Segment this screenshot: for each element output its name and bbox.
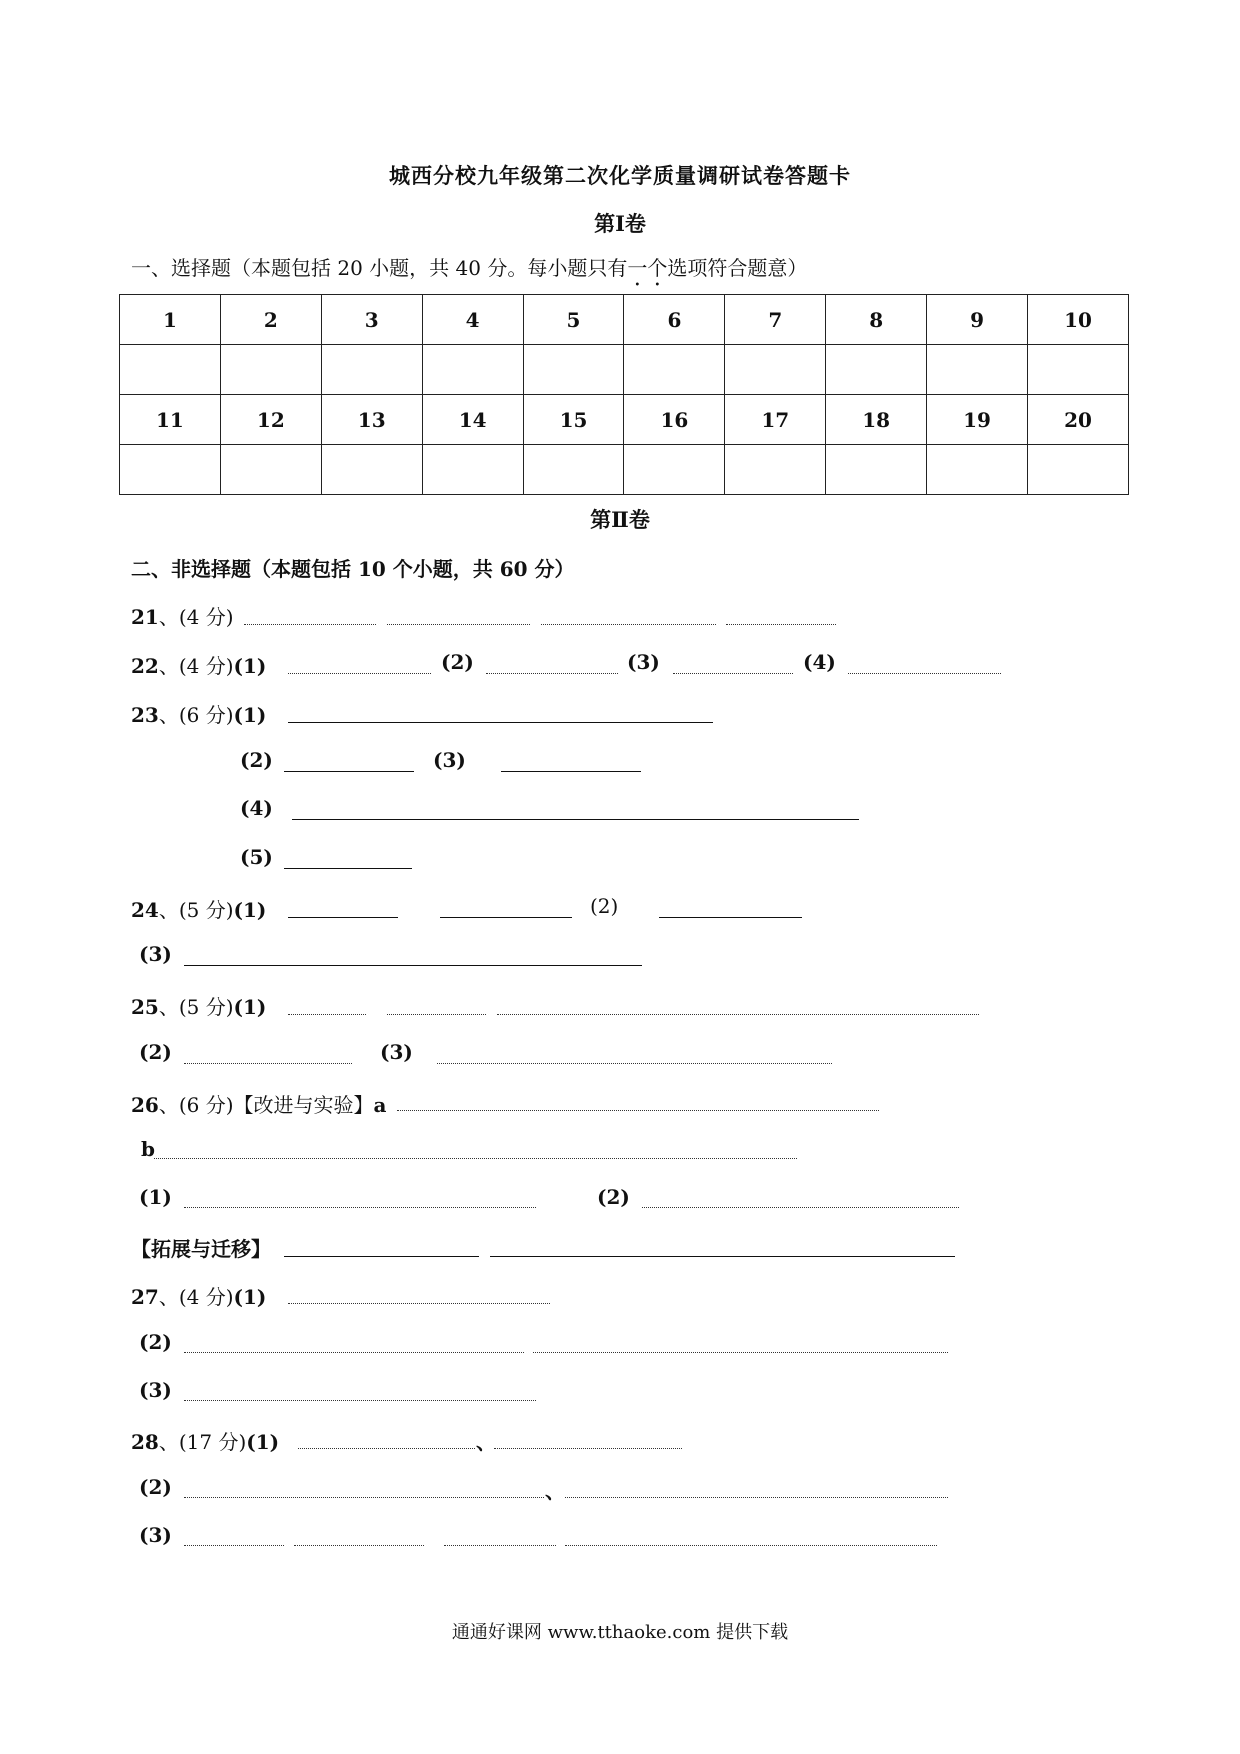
page-title: 城西分校九年级第二次化学质量调研试卷答题卡 [389, 163, 851, 188]
answer-blank[interactable] [642, 1207, 959, 1208]
question-number: 9 [927, 295, 1028, 345]
answer-blank[interactable] [486, 673, 618, 674]
q22-label: 22、(4 分)(1) [131, 654, 267, 678]
answer-cell[interactable] [624, 345, 725, 395]
q28-label: 28、(17 分)(1) [131, 1430, 280, 1454]
grid-number-row [120, 295, 1129, 345]
part-label: (4) [240, 796, 273, 820]
separator-text: 、 [476, 1430, 496, 1454]
answer-cell[interactable] [826, 345, 927, 395]
part1-heading: 第Ⅰ卷 [594, 211, 646, 236]
part-label: (2) [441, 650, 474, 674]
part-label: (2) [139, 1330, 172, 1354]
answer-blank[interactable] [184, 1352, 524, 1353]
answer-blank[interactable] [184, 1497, 544, 1498]
part-label: (4) [803, 650, 836, 674]
answer-blank[interactable] [565, 1497, 948, 1498]
answer-blank[interactable] [497, 1014, 979, 1015]
footer-source: 通通好课网 www.tthaoke.com 提供下载 [451, 1622, 789, 1643]
answer-cell[interactable] [725, 445, 826, 495]
question-number: 17 [725, 395, 826, 445]
question-number: 13 [321, 395, 422, 445]
question-number: 8 [826, 295, 927, 345]
q27-label: 27、(4 分)(1) [131, 1285, 267, 1309]
q26-label: 26、(6 分)【改进与实验】a [131, 1093, 387, 1117]
part-label: (2) [139, 1475, 172, 1499]
answer-cell[interactable] [624, 445, 725, 495]
answer-blank[interactable] [494, 1448, 682, 1449]
part-label: (2) [590, 894, 619, 918]
answer-blank[interactable] [184, 1207, 536, 1208]
grid-number-row [120, 395, 1129, 445]
answer-blank[interactable] [490, 1256, 955, 1257]
grid-answer-row [120, 445, 1129, 495]
part-label: (3) [139, 942, 172, 966]
part-label: (1) [139, 1185, 172, 1209]
part-label: (3) [433, 748, 466, 772]
answer-cell[interactable] [220, 445, 321, 495]
question-number: 2 [220, 295, 321, 345]
answer-blank[interactable] [184, 1545, 284, 1546]
answer-cell[interactable] [422, 445, 523, 495]
q23-label: 23、(6 分)(1) [131, 703, 267, 727]
answer-blank[interactable] [387, 1014, 486, 1015]
answer-blank[interactable] [288, 1303, 550, 1304]
answer-cell[interactable] [523, 445, 624, 495]
answer-blank[interactable] [288, 917, 398, 918]
answer-blank[interactable] [154, 1158, 797, 1159]
answer-blank[interactable] [298, 1448, 475, 1449]
answer-blank[interactable] [501, 771, 641, 772]
part-label: (2) [240, 748, 273, 772]
question-number: 12 [220, 395, 321, 445]
question-number: 3 [321, 295, 422, 345]
question-number: 1 [120, 295, 221, 345]
answer-cell[interactable] [523, 345, 624, 395]
answer-blank[interactable] [541, 624, 716, 625]
answer-blank[interactable] [288, 722, 713, 723]
answer-blank[interactable] [533, 1352, 948, 1353]
answer-blank[interactable] [437, 1063, 832, 1064]
grid-answer-row [120, 345, 1129, 395]
section1-instruction: 一、选择题（本题包括 20 小题，共 40 分。每小题只有一个选项符合题意） [131, 256, 808, 280]
answer-blank[interactable] [288, 1014, 366, 1015]
answer-blank[interactable] [294, 1545, 424, 1546]
answer-cell[interactable] [120, 445, 221, 495]
separator-text: 、 [545, 1479, 565, 1503]
answer-cell[interactable] [927, 345, 1028, 395]
answer-cell[interactable] [120, 345, 221, 395]
extension-label: 【拓展与迁移】 [131, 1237, 271, 1261]
answer-blank[interactable] [659, 917, 802, 918]
question-number: 11 [120, 395, 221, 445]
part-label: (3) [139, 1378, 172, 1402]
answer-cell[interactable] [725, 345, 826, 395]
answer-cell[interactable] [927, 445, 1028, 495]
answer-cell[interactable] [422, 345, 523, 395]
answer-blank[interactable] [848, 673, 1001, 674]
answer-blank[interactable] [184, 1063, 352, 1064]
question-number: 18 [826, 395, 927, 445]
q24-label: 24、(5 分)(1) [131, 898, 267, 922]
answer-blank[interactable] [284, 771, 414, 772]
part-label: (3) [627, 650, 660, 674]
answer-blank[interactable] [184, 965, 642, 966]
answer-blank[interactable] [440, 917, 572, 918]
question-number: 14 [422, 395, 523, 445]
question-number: 7 [725, 295, 826, 345]
part-label: (2) [597, 1185, 630, 1209]
part-label: (5) [240, 845, 273, 869]
answer-blank[interactable] [673, 673, 793, 674]
question-number: 16 [624, 395, 725, 445]
q21-label: 21、(4 分) [131, 605, 234, 629]
answer-cell[interactable] [1028, 345, 1129, 395]
part-label: b [141, 1137, 155, 1161]
question-number: 10 [1028, 295, 1129, 345]
question-number: 15 [523, 395, 624, 445]
answer-blank[interactable] [397, 1110, 879, 1111]
question-number: 4 [422, 295, 523, 345]
choice-answer-grid [119, 294, 1129, 495]
answer-blank[interactable] [284, 868, 412, 869]
answer-blank[interactable] [444, 1545, 556, 1546]
answer-cell[interactable] [826, 445, 927, 495]
answer-blank[interactable] [284, 1256, 479, 1257]
q25-label: 25、(5 分)(1) [131, 995, 267, 1019]
answer-blank[interactable] [288, 673, 431, 674]
part-label: (3) [380, 1040, 413, 1064]
section2-instruction: 二、非选择题（本题包括 10 个小题，共 60 分） [131, 557, 575, 581]
question-number: 19 [927, 395, 1028, 445]
answer-cell[interactable] [321, 445, 422, 495]
answer-blank[interactable] [387, 624, 530, 625]
answer-blank[interactable] [244, 624, 376, 625]
part-label: (2) [139, 1040, 172, 1064]
answer-cell[interactable] [321, 345, 422, 395]
answer-blank[interactable] [726, 624, 836, 625]
answer-blank[interactable] [184, 1400, 536, 1401]
question-number: 5 [523, 295, 624, 345]
question-number: 6 [624, 295, 725, 345]
part2-heading: 第Ⅱ卷 [590, 507, 650, 532]
answer-blank[interactable] [292, 819, 859, 820]
answer-blank[interactable] [565, 1545, 937, 1546]
answer-cell[interactable] [220, 345, 321, 395]
question-number: 20 [1028, 395, 1129, 445]
part-label: (3) [139, 1523, 172, 1547]
answer-cell[interactable] [1028, 445, 1129, 495]
